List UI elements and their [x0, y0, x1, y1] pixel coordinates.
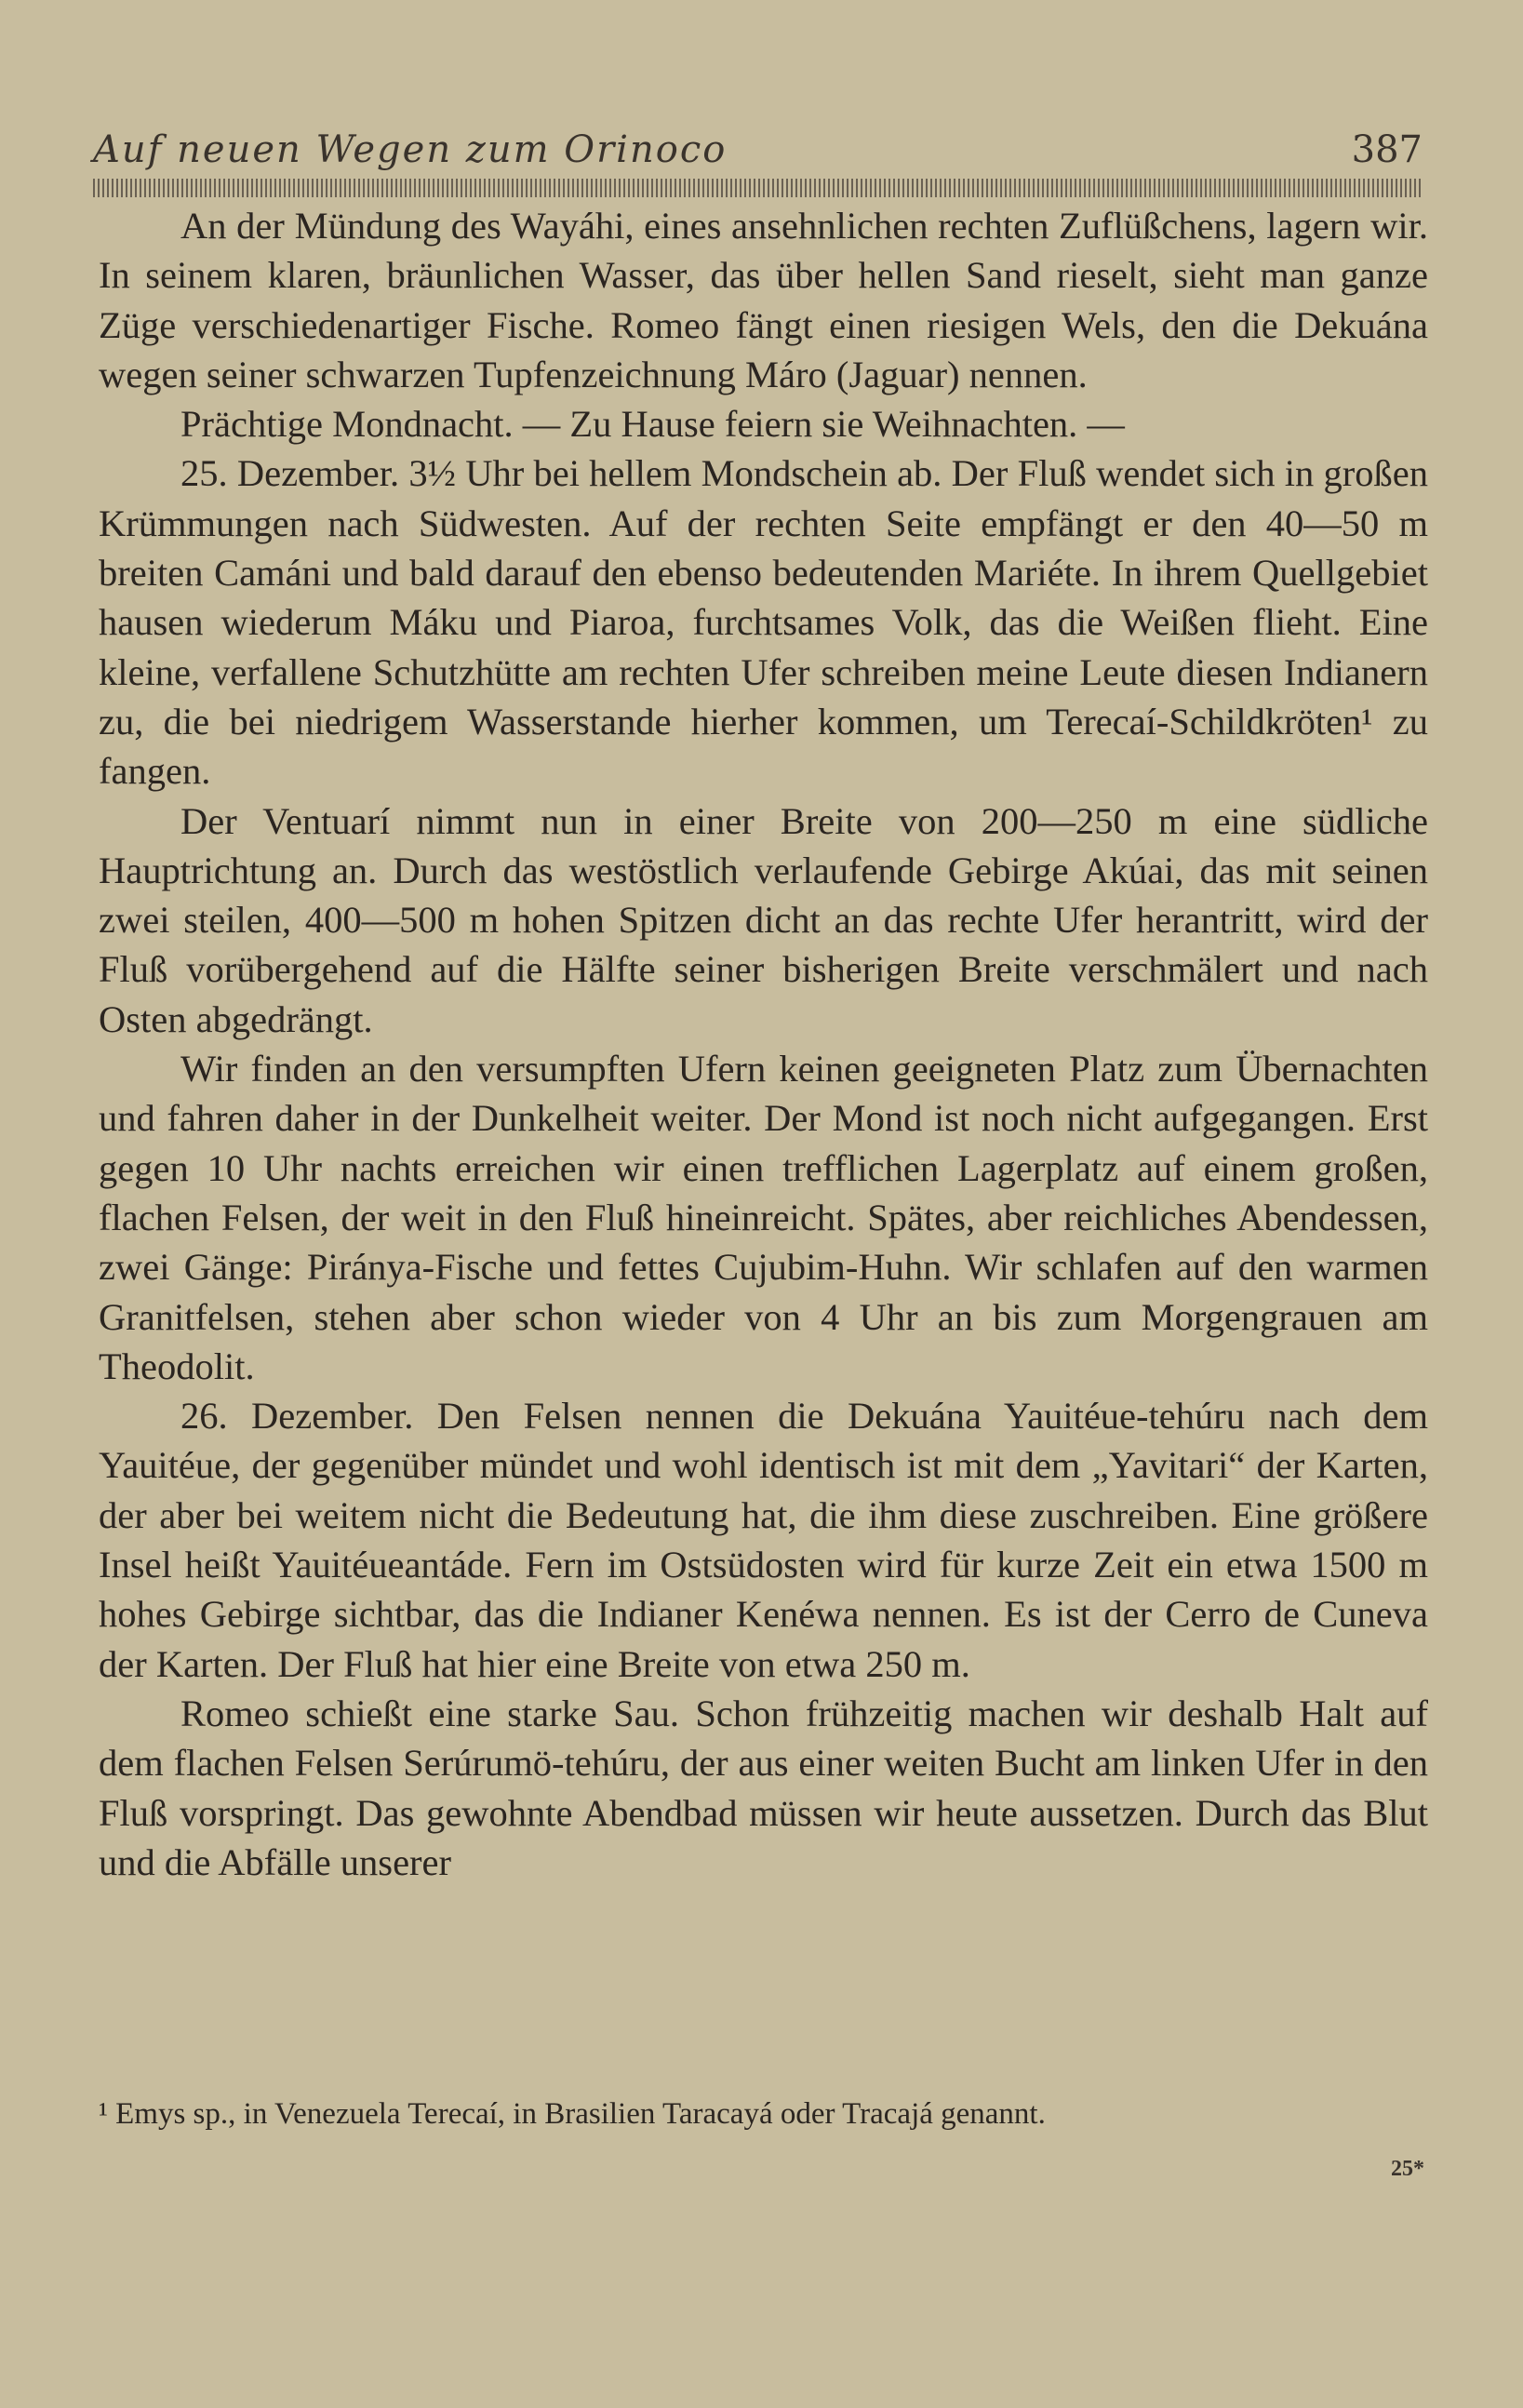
running-head	[93, 128, 1423, 171]
running-title: Auf neuen Wegen zum Orinoco	[93, 128, 728, 171]
page-number: 387	[1351, 128, 1423, 171]
paragraph: Prächtige Mondnacht. — Zu Hause feiern sie Weihnachten. —	[180, 403, 1125, 446]
paragraph: Der Ventuarí nimmt nun in einer Breite von 200—250 m eine südliche Hauptrichtung an. Durch das westöstlich verlaufende Gebirge Akúai, das mit seinen zwei steilen, 400—500 m hohen Spitzen dicht an das rechte Ufer herantritt, wird der Fluß vorübergehend auf die Hälfte seiner bisherigen Breite verschmälert und nach Osten abgedrängt.	[99, 799, 1428, 1040]
paragraph: Wir finden an den versumpften Ufern keinen geeigneten Platz zum Übernachten und fahren daher in der Dunkelheit weiter. Der Mond ist noch nicht aufgegangen. Erst gegen 10 Uhr nachts erreichen wir einen trefflichen Lagerplatz auf einem großen, flachen Felsen, der weit in den Fluß hineinreicht. Spätes, aber reichliches Abendessen, zwei Gänge: Piránya-Fische und fettes Cujubim-Huhn. Wir schlafen auf den warmen Granitfelsen, stehen aber schon wieder von 4 Uhr an bis zum Morgengrauen am Theodolit.	[99, 1048, 1428, 1387]
paragraph: 26. Dezember. Den Felsen nennen die Dekuána Yauitéue-tehúru nach dem Yauitéue, der gegenüber mündet und wohl identisch ist mit dem „Yavitari“ der Karten, der aber bei weitem nicht die Bedeutung hat, die ihm diese zuschreiben. Eine größere Insel heißt Yauitéueantáde. Fern im Ostsüdosten wird für kurze Zeit ein etwa 1500 m hohes Gebirge sichtbar, das die Indianer Kenéwa nennen. Es ist der Cerro de Cuneva der Karten. Der Fluß hat hier eine Breite von etwa 250 m.	[99, 1395, 1428, 1685]
signature-mark: 25*	[1391, 2157, 1424, 2181]
paragraph: Romeo schießt eine starke Sau. Schon frühzeitig machen wir deshalb Halt auf dem flachen Felsen Serúrumö-tehúru, der aus einer weiten Bucht am linken Ufer in den Fluß vorspringt. Das gewohnte Abendbad müssen wir heute aussetzen. Durch das Blut und die Abfälle unserer	[99, 1692, 1428, 1883]
paragraph: An der Mündung des Wayáhi, eines ansehnlichen rechten Zuflüßchens, lagern wir. In seinem klaren, bräunlichen Wasser, das über hellen Sand rieselt, sieht man ganze Züge verschiedenartiger Fische. Romeo fängt einen riesigen Wels, den die Dekuána wegen seiner schwarzen Tupfenzeichnung Máro (Jaguar) nennen.	[99, 205, 1428, 395]
header-rule	[93, 179, 1423, 197]
paragraph: 25. Dezember. 3½ Uhr bei hellem Mondschein ab. Der Fluß wendet sich in großen Krümmungen nach Südwesten. Auf der rechten Seite empfängt er den 40—50 m breiten Camáni und bald darauf den ebenso bedeutenden Mariéte. In ihrem Quellgebiet hausen wiederum Máku und Piaroa, furchtsames Volk, das die Weißen flieht. Eine kleine, verfallene Schutzhütte am rechten Ufer schreiben meine Leute diesen Indianern zu, die bei niedrigem Wasserstande hierher kommen, um Terecaí-Schildkröten¹ zu fangen.	[99, 452, 1428, 793]
footnote: ¹ Emys sp., in Venezuela Terecaí, in Brasilien Taracayá oder Tracajá genannt.	[99, 2097, 1046, 2131]
body-text	[99, 201, 1428, 1887]
